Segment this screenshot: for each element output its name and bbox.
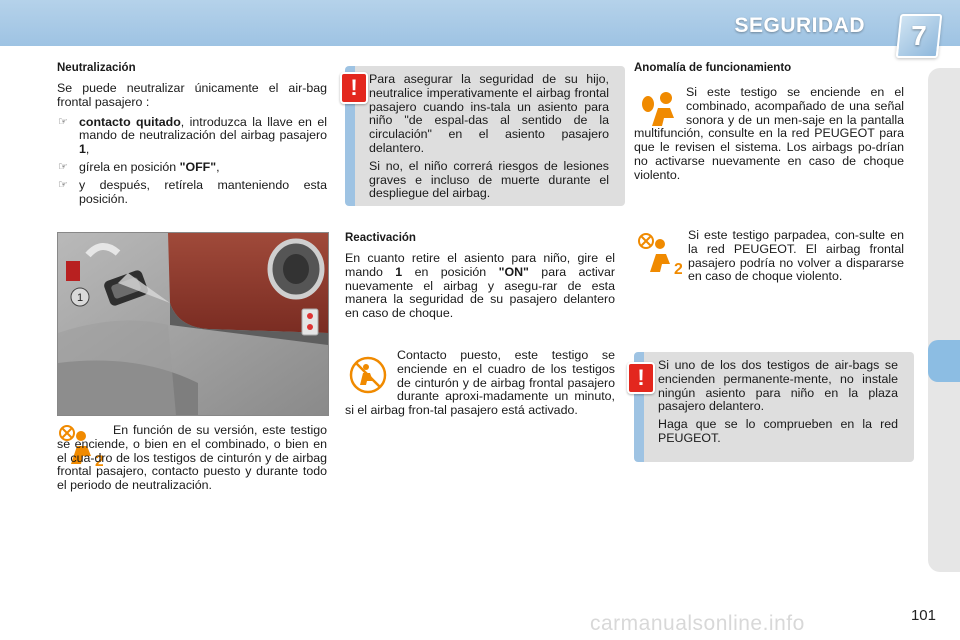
version-paragraph: En función de su versión, este testigo se enciende, o bien en el combinado, o bien en el cua-dro de los testigos de cinturón y de airbag frontal pasajero, contacto puesto y durante todo el periodo de neutralización.	[57, 423, 327, 493]
warning-box-child-seat	[345, 66, 625, 206]
bold-text: "OFF"	[179, 159, 217, 174]
pointing-hand-icon: ☞	[58, 115, 68, 128]
warning-text	[658, 359, 898, 446]
anomalia-paragraph-2: Si este testigo parpadea, con-sulte en la red PEUGEOT. El airbag frontal pasajero podría no volver a dispararse en caso de choque violento.	[688, 228, 904, 284]
contacto-paragraph	[345, 349, 615, 418]
text: y después, retírela manteniendo esta posición.	[79, 177, 327, 206]
side-tab-active	[928, 340, 960, 382]
list-item	[57, 116, 327, 157]
passenger-airbag-off-icon	[636, 232, 682, 276]
chapter-badge	[896, 14, 943, 58]
paragraph: Si no, el niño correrá riesgos de lesiones graves e incluso de muerte durante el despliegue del airbag.	[369, 158, 609, 201]
anomalia-paragraph-1	[634, 86, 904, 183]
paragraph: Para asegurar la seguridad de su hijo, neutralice imperativamente el airbag frontal pasajero cuando ins-tala un asiento para niño "de espal-das al sentido de la circulación" en el asiento pasajero delantero.	[369, 72, 609, 155]
section-heading: Neutralización	[57, 62, 136, 74]
paragraph	[345, 252, 615, 321]
text: en posición	[402, 264, 499, 279]
bold-text: 1	[79, 142, 86, 157]
section-heading: Reactivación	[345, 232, 416, 244]
list-item	[57, 161, 327, 175]
icon-spacer	[634, 86, 686, 126]
icon-spacer	[345, 349, 397, 403]
bold-text: 1	[395, 264, 403, 279]
steps-list	[57, 116, 327, 207]
text: gírela en posición	[79, 159, 180, 174]
text: , introduzca la llave en el mando de neutralización del airbag pasajero	[79, 114, 327, 143]
bold-text: contacto quitado	[79, 114, 181, 129]
text: ,	[85, 142, 90, 157]
list-item	[57, 179, 327, 207]
svg-text:2: 2	[95, 453, 103, 468]
section-anomalia	[634, 62, 904, 74]
paragraph: Haga que se lo comprueben en la red PEUGEOT.	[658, 417, 898, 445]
dashboard-photo	[57, 232, 329, 416]
text: Si este testigo se enciende en el combinado, acompañado de una señal sonora y de un men-saje en la pantalla multifunción, consulte en la red PEUGEOT para que le revisen el sistema. Los airbags po-drían no activarse nuevamente en caso de choque violento.	[634, 85, 904, 182]
text: En cuanto retire el asiento para niño, gire el mando	[345, 251, 615, 279]
exclamation-warning-icon: !	[627, 362, 655, 394]
text: ,	[216, 159, 220, 174]
chapter-number: 7	[911, 20, 927, 51]
bold-text: "ON"	[498, 264, 529, 279]
page-title: SEGURIDAD	[734, 14, 865, 37]
text: Contacto puesto, este testigo se enciende en el cuadro de los testigos de cinturón y de airbag frontal pasajero durante aproxi-madamente un minuto, si el airbag fron-tal pasajero está activado.	[345, 348, 615, 418]
page-number: 101	[910, 607, 936, 624]
svg-text:2: 2	[674, 261, 682, 276]
pointing-hand-icon: ☞	[58, 160, 68, 173]
paragraph: Si uno de los dos testigos de air-bags se encienden permanente-mente, no instale ningún asiento para niño en la plaza pasajero delantero.	[658, 358, 898, 414]
section-neutralizacion	[57, 62, 327, 210]
section-reactivacion	[345, 232, 615, 321]
warning-text	[369, 73, 609, 201]
paragraph: Se puede neutralizar únicamente el air-bag frontal pasajero :	[57, 81, 327, 109]
svg-text:1: 1	[76, 292, 84, 304]
section-heading: Anomalía de funcionamiento	[634, 62, 792, 74]
watermark: carmanualsonline.info	[590, 612, 805, 635]
exclamation-warning-icon: !	[340, 72, 368, 104]
pointing-hand-icon: ☞	[58, 178, 68, 191]
dashboard-illustration	[58, 233, 328, 415]
side-tab-strip	[928, 68, 960, 572]
text: para activar nuevamente el airbag y asegu-rar de esta manera la seguridad de su pasajero delantero en caso de choque.	[345, 264, 615, 321]
warning-box-both-lamps	[634, 352, 914, 462]
